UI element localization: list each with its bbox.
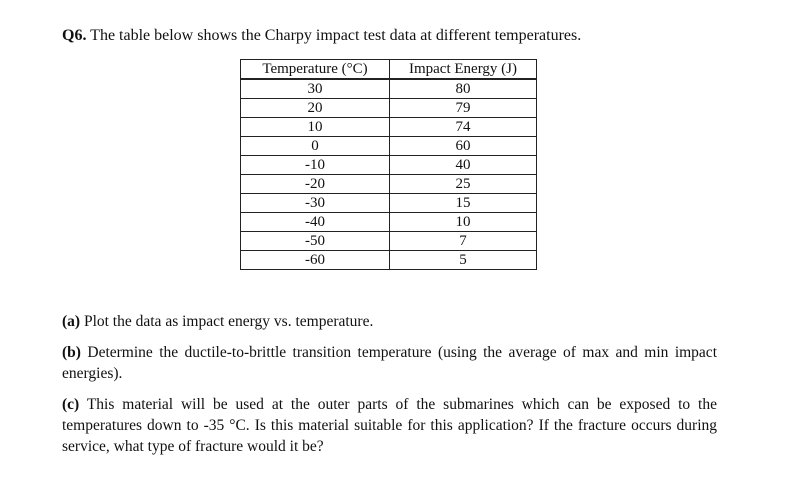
cell-impact-energy: 79 [390, 99, 537, 118]
cell-impact-energy: 40 [390, 156, 537, 175]
header-impact-energy: Impact Energy (J) [390, 60, 537, 80]
question-text: The table below shows the Charpy impact test data at different temperatures. [86, 27, 582, 44]
cell-temperature: -20 [241, 175, 390, 194]
question-number: Q6. [62, 27, 87, 44]
cell-impact-energy: 60 [390, 137, 537, 156]
table-row [241, 156, 537, 175]
cell-impact-energy: 15 [390, 194, 537, 213]
part-a-label: (a) [62, 313, 81, 330]
part-a-text: Plot the data as impact energy vs. temperature. [80, 313, 374, 330]
cell-temperature: 10 [241, 118, 390, 137]
part-b-text: Determine the ductile-to-brittle transition temperature (using the average of max and min impact energies). [62, 344, 717, 382]
part-b [62, 342, 717, 384]
cell-impact-energy: 10 [390, 213, 537, 232]
cell-temperature: -10 [241, 156, 390, 175]
part-c [62, 394, 717, 457]
part-c-text: This material will be used at the outer parts of the submarines which can be exposed to the temperatures down to -35 °C. Is this material suitable for this application? If the fracture occurs during service, what type of fracture would it be? [62, 396, 717, 455]
cell-impact-energy: 5 [390, 251, 537, 270]
charpy-data-table [240, 59, 537, 270]
question-title [62, 26, 581, 46]
cell-temperature: 20 [241, 99, 390, 118]
table-row [241, 251, 537, 270]
cell-temperature: -50 [241, 232, 390, 251]
table-row [241, 232, 537, 251]
cell-impact-energy: 7 [390, 232, 537, 251]
cell-temperature: -30 [241, 194, 390, 213]
cell-impact-energy: 74 [390, 118, 537, 137]
cell-impact-energy: 80 [390, 79, 537, 99]
table-row [241, 118, 537, 137]
cell-impact-energy: 25 [390, 175, 537, 194]
table-row [241, 99, 537, 118]
table-header-row [241, 60, 537, 80]
cell-temperature: 0 [241, 137, 390, 156]
table-row [241, 137, 537, 156]
cell-temperature: 30 [241, 79, 390, 99]
cell-temperature: -40 [241, 213, 390, 232]
table-row [241, 213, 537, 232]
table-row [241, 79, 537, 99]
part-c-label: (c) [62, 396, 80, 413]
part-b-label: (b) [62, 344, 81, 361]
part-a [62, 311, 717, 332]
cell-temperature: -60 [241, 251, 390, 270]
table-row [241, 194, 537, 213]
header-temperature: Temperature (°C) [241, 60, 390, 80]
table-row [241, 175, 537, 194]
